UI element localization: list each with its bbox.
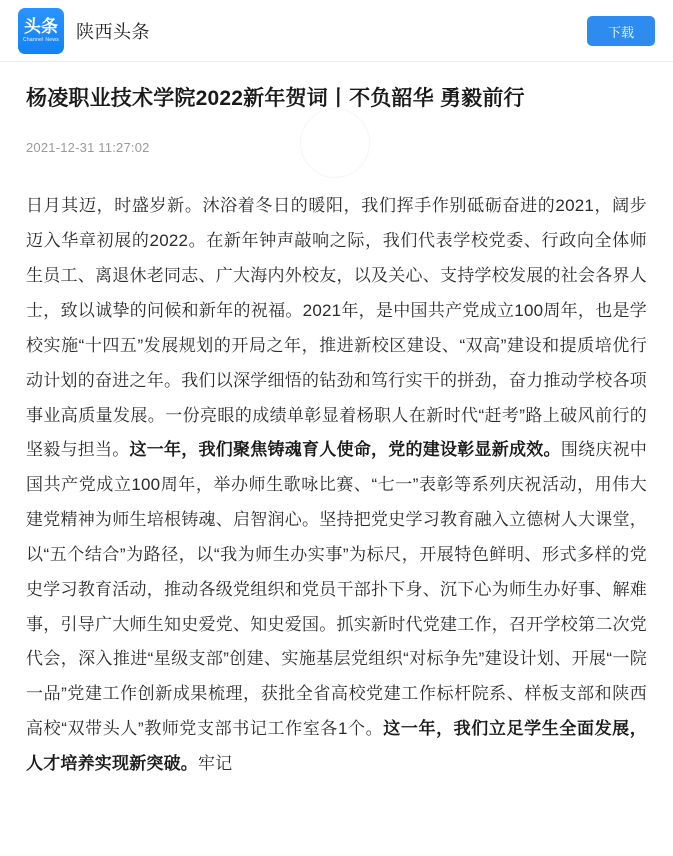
page-title: 杨凌职业技术学院2022新年贺词丨不负韶华 勇毅前行 bbox=[26, 87, 525, 110]
article-bold-run: 这一年，我们聚焦铸魂育人使命，党的建设彰显新成效。 bbox=[129, 440, 561, 460]
article-body bbox=[26, 189, 647, 781]
article-text-run: 围绕庆祝中国共产党成立100周年，举办师生歌咏比赛、“七一”表彰等系列庆祝活动，用伟大建党精神为师生培根铸魂、启智润心。坚持把党史学习教育融入立德树人大课堂，以“五个结合”为路径，以“我为师生办实事”为标尺，开展特色鲜明、形式多样的党史学习教育活动，推动各级党组织和党员干部扑下身、沉下心为师生办好事、解难事，引导广大师生知史爱党、知史爱国。抓实新时代党建工作，召开学校第二次党代会，深入推进“星级支部”创建、实施基层党组织“对标争先”建设计划、开展“一院一品”党建工作创新成果梳理，获批全省高校党建工作标杆院系、样板支部和陕西高校“双带头人”教师党支部书记工作室各1个。 bbox=[26, 440, 648, 739]
article-paragraph bbox=[26, 189, 647, 781]
download-button[interactable]: 下载 bbox=[587, 16, 655, 46]
top-bar bbox=[0, 0, 673, 62]
article-container bbox=[0, 62, 673, 782]
app-logo[interactable] bbox=[18, 8, 64, 54]
article-bold-run: 这一年，我们立足学生全面发展，人才培养实现新突破。 bbox=[26, 719, 647, 773]
logo-main-text: 头条 bbox=[24, 17, 58, 36]
article-timestamp: 2021-12-31 11:27:02 bbox=[26, 140, 150, 156]
article-text-run: 日月其迈，时盛岁新。沐浴着冬日的暖阳，我们挥手作别砥砺奋进的2021，阔步迈入华章初展的2022。在新年钟声敲响之际，我们代表学校党委、行政向全体师生员工、离退休老同志、广大海内外校友，以及关心、支持学校发展的社会各界人士，致以诚挚的问候和新年的祝福。2021年，是中国共产党成立100周年，也是学校实施“十四五”发展规划的开局之年，推进新校区建设、“双高”建设和提质培优行动计划的奋进之年。我们以深学细悟的钻劲和笃行实干的拼劲，奋力推动学校各项事业高质量发展。一份亮眼的成绩单彰显着杨职人在新时代“赶考”路上破风前行的坚毅与担当。 bbox=[26, 196, 647, 460]
article-text-run: 牢记 bbox=[198, 753, 233, 773]
logo-sub-text: Channel News bbox=[22, 37, 60, 43]
site-name: 陕西头条 bbox=[76, 21, 150, 42]
